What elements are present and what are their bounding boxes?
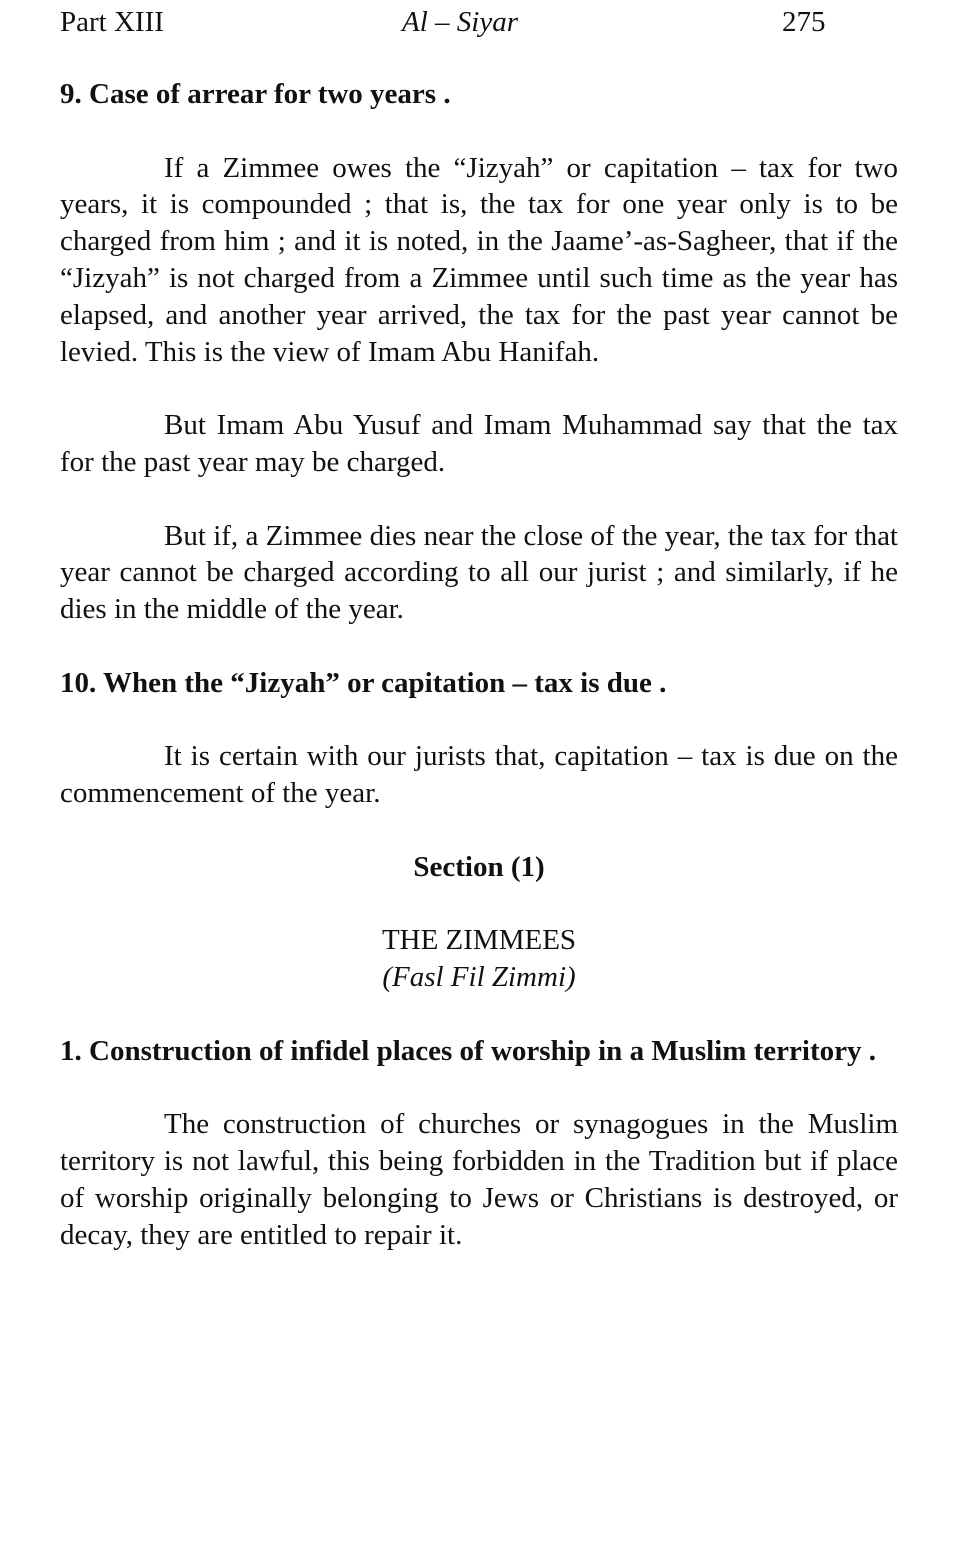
section-10-heading: 10. When the “Jizyah” or capitation – tax is due . xyxy=(60,666,667,699)
subsection-1-heading: 1. Construction of infidel places of worship in a Muslim territory . xyxy=(60,1034,876,1067)
subsection-1-paragraph-1: The construction of churches or synagogues in the Muslim territory is not lawful, this being forbidden in the Tradition but if place of worship originally belonging to Jews or Christians is destroyed, or decay, they are entitled to repair it. xyxy=(60,1108,898,1251)
part-label: Part XIII xyxy=(60,6,164,38)
page-header xyxy=(60,2,840,42)
page-body xyxy=(60,76,898,1254)
section-9-paragraph-3: But if, a Zimmee dies near the close of the year, the tax for that year cannot be charged according to all our jurist ; and similarly, if he dies in the middle of the year. xyxy=(60,519,898,626)
section-subtitle: (Fasl Fil Zimmi) xyxy=(382,961,576,994)
spacer xyxy=(60,113,898,150)
section-9-heading: 9. Case of arrear for two years . xyxy=(60,78,451,110)
section-9-paragraph-1: If a Zimmee owes the “Jizyah” or capitation – tax for two years, it is compounded ; that is, the tax for one year only is to be charged from him ; and it is noted, in the Jaame’-as-Sagheer, that if the “Jizyah” is not charged from a Zimmee until such time as the year has elapsed, and another year arrived, the tax for the past year cannot be levied. This is the view of Imam Abu Hanifah. xyxy=(60,151,898,368)
running-title: Al – Siyar xyxy=(402,6,518,38)
spacer xyxy=(60,996,898,1033)
section-10-paragraph-1: It is certain with our jurists that, capitation – tax is due on the commencement of the year. xyxy=(60,740,898,810)
spacer xyxy=(60,628,898,665)
spacer xyxy=(60,481,898,518)
section-label: Section (1) xyxy=(413,850,545,883)
spacer xyxy=(60,370,898,407)
section-title: THE ZIMMEES xyxy=(381,924,577,957)
spacer xyxy=(60,886,898,923)
spacer xyxy=(60,812,898,849)
spacer xyxy=(60,1070,898,1107)
section-9-paragraph-2: But Imam Abu Yusuf and Imam Muhammad say that the tax for the past year may be charged. xyxy=(60,409,898,478)
spacer xyxy=(60,702,898,739)
page-number: 275 xyxy=(782,6,826,38)
